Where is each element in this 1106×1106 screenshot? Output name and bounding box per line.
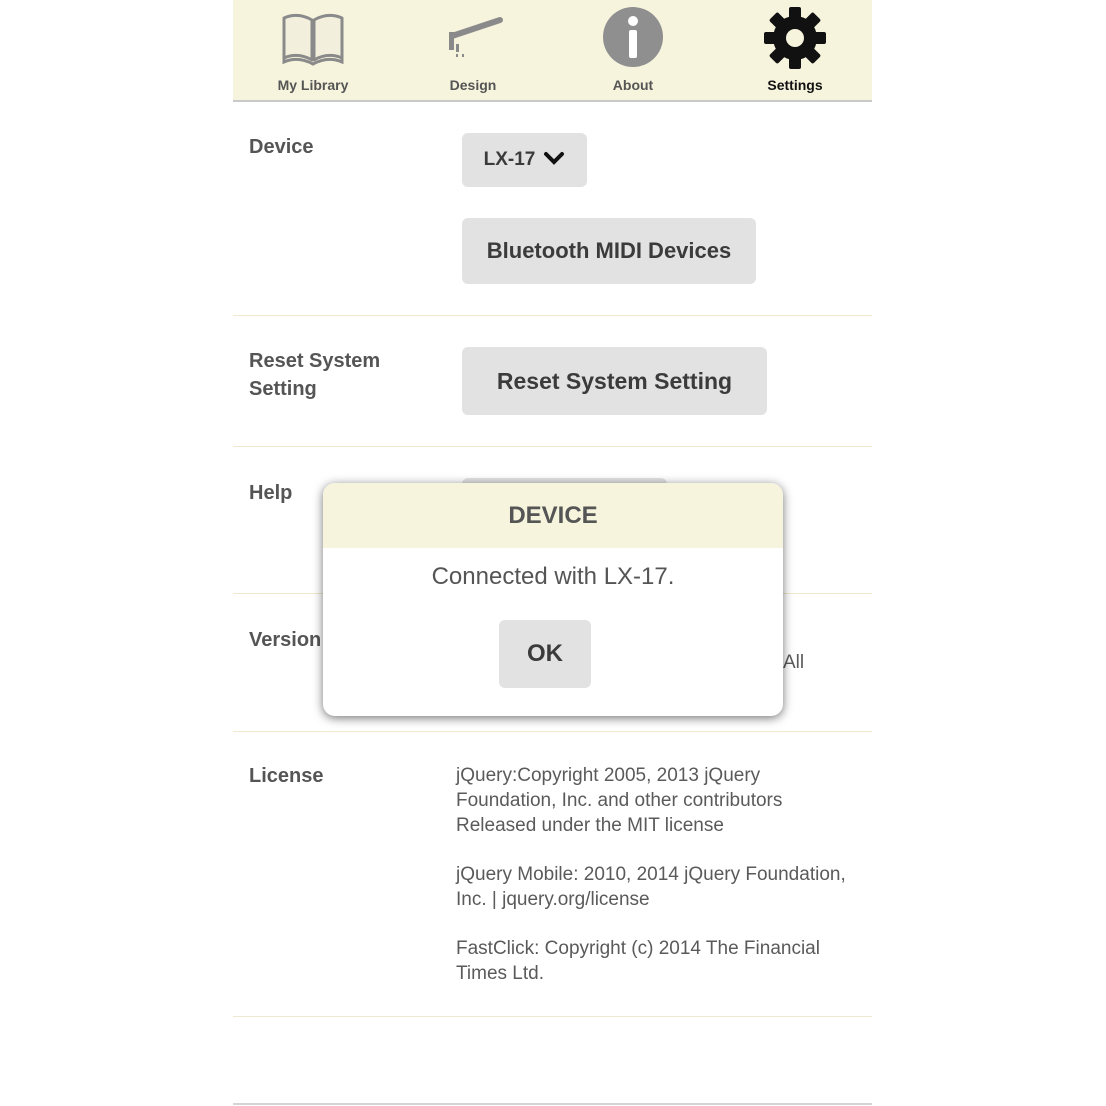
help-label: Help bbox=[249, 482, 293, 504]
nav-tab-settings[interactable] bbox=[715, 0, 875, 100]
book-icon bbox=[280, 6, 346, 72]
device-label: Device bbox=[249, 136, 314, 158]
device-select[interactable] bbox=[462, 133, 587, 187]
nav-tab-design[interactable] bbox=[393, 0, 553, 100]
nav-label-about: About bbox=[612, 77, 654, 93]
nav-tab-my-library[interactable] bbox=[233, 0, 393, 100]
dialog-message: Connected with LX-17. bbox=[431, 563, 675, 590]
nav-label-my-library: My Library bbox=[277, 77, 349, 93]
nav-tab-about[interactable] bbox=[553, 0, 713, 100]
device-dialog bbox=[323, 483, 783, 716]
chevron-down-icon bbox=[543, 151, 565, 165]
reset-row bbox=[233, 316, 872, 447]
dialog-ok-button[interactable]: OK bbox=[499, 620, 591, 688]
nav-label-settings: Settings bbox=[767, 77, 823, 93]
bluetooth-midi-devices-button[interactable]: Bluetooth MIDI Devices bbox=[462, 218, 756, 284]
reset-label: Reset System Setting bbox=[249, 350, 381, 400]
device-select-value: LX-17 bbox=[483, 149, 536, 170]
reset-system-setting-button[interactable]: Reset System Setting bbox=[462, 347, 767, 415]
version-label: Version bbox=[249, 629, 322, 651]
gear-icon bbox=[762, 6, 828, 72]
top-nav-bar bbox=[233, 0, 872, 102]
bottom-divider bbox=[233, 1103, 872, 1105]
brush-icon bbox=[440, 6, 506, 72]
nav-label-design: Design bbox=[449, 77, 497, 93]
license-label: License bbox=[249, 765, 324, 787]
version-value: All bbox=[783, 652, 805, 673]
license-text bbox=[456, 763, 856, 1010]
license-paragraph-jquery-mobile: jQuery Mobile: 2010, 2014 jQuery Foundation, Inc. | jquery.org/license bbox=[456, 864, 846, 910]
device-row bbox=[233, 102, 872, 316]
dialog-title: DEVICE bbox=[323, 483, 783, 548]
license-paragraph-jquery: jQuery:Copyright 2005, 2013 jQuery Foundation, Inc. and other contributors Released under the MIT license bbox=[456, 765, 783, 836]
license-row bbox=[233, 732, 872, 1017]
info-icon bbox=[600, 6, 666, 72]
license-paragraph-fastclick: FastClick: Copyright (c) 2014 The Financial Times Ltd. bbox=[456, 938, 820, 984]
